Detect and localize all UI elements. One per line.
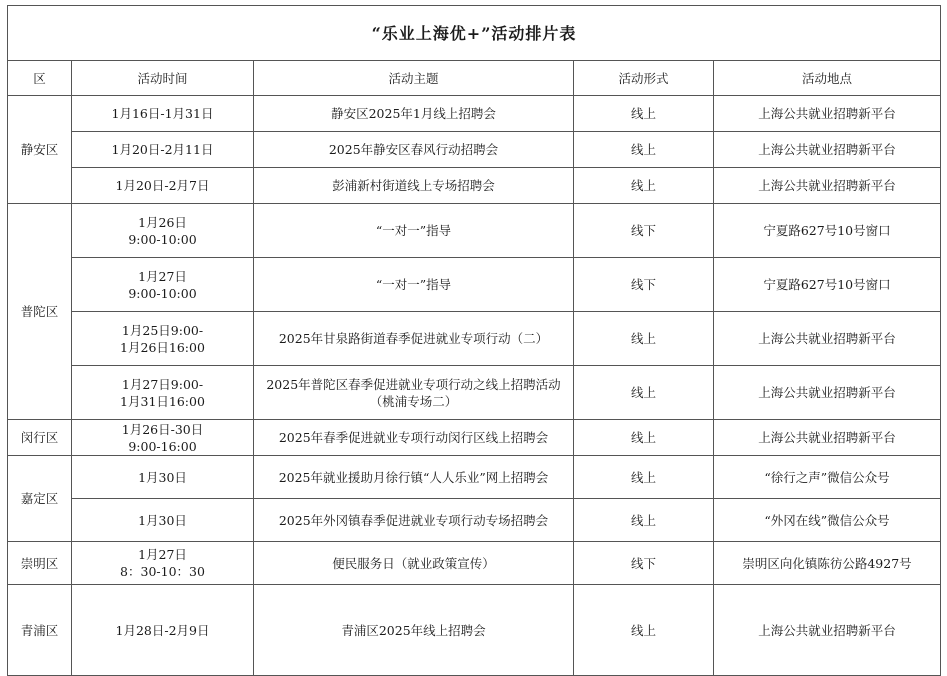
time-cell-line: 1月27日 bbox=[138, 268, 187, 284]
table-row bbox=[8, 366, 941, 420]
format-cell: 线上 bbox=[574, 366, 714, 420]
table-row bbox=[8, 168, 941, 204]
activity-schedule-table bbox=[7, 5, 941, 676]
district-cell: 嘉定区 bbox=[8, 456, 72, 542]
table-row bbox=[8, 312, 941, 366]
location-cell: 宁夏路627号10号窗口 bbox=[714, 258, 941, 312]
location-cell: 上海公共就业招聘新平台 bbox=[714, 96, 941, 132]
table-row bbox=[8, 258, 941, 312]
time-cell-line: 1月26日16:00 bbox=[120, 339, 205, 355]
format-cell: 线下 bbox=[574, 258, 714, 312]
format-cell: 线下 bbox=[574, 542, 714, 585]
theme-cell bbox=[254, 258, 574, 312]
theme-cell bbox=[254, 420, 574, 456]
time-cell-line: 9:00-10:00 bbox=[128, 231, 197, 247]
theme-cell bbox=[254, 132, 574, 168]
theme-cell-line: （桃浦专场二） bbox=[369, 393, 458, 409]
time-cell bbox=[72, 542, 254, 585]
theme-cell bbox=[254, 168, 574, 204]
location-cell: “外冈在线”微信公众号 bbox=[714, 499, 941, 542]
theme-cell-line: 彭浦新村街道线上专场招聘会 bbox=[332, 178, 495, 193]
time-cell bbox=[72, 204, 254, 258]
theme-cell bbox=[254, 456, 574, 499]
header-row bbox=[8, 61, 941, 96]
table-row bbox=[8, 585, 941, 676]
header-theme: 活动主题 bbox=[254, 61, 574, 96]
format-cell: 线上 bbox=[574, 96, 714, 132]
time-cell bbox=[72, 366, 254, 420]
theme-cell-line: 2025年就业援助月徐行镇“人人乐业”网上招聘会 bbox=[278, 469, 549, 485]
format-cell: 线上 bbox=[574, 420, 714, 456]
theme-cell bbox=[254, 585, 574, 676]
location-cell: 上海公共就业招聘新平台 bbox=[714, 366, 941, 420]
schedule-body bbox=[8, 96, 941, 676]
location-cell: 上海公共就业招聘新平台 bbox=[714, 585, 941, 676]
time-cell-line: 1月30日 bbox=[138, 512, 187, 528]
theme-cell bbox=[254, 542, 574, 585]
theme-cell-line: 静安区2025年1月线上招聘会 bbox=[331, 106, 496, 121]
location-cell: 上海公共就业招聘新平台 bbox=[714, 168, 941, 204]
format-cell: 线上 bbox=[574, 585, 714, 676]
format-cell: 线上 bbox=[574, 499, 714, 542]
district-cell: 普陀区 bbox=[8, 204, 72, 420]
theme-cell-line: 2025年甘泉路街道春季促进就业专项行动（二） bbox=[278, 331, 549, 346]
title-row bbox=[8, 6, 941, 61]
district-cell: 崇明区 bbox=[8, 542, 72, 585]
time-cell-line: 1月28日-2月9日 bbox=[115, 622, 210, 638]
time-cell bbox=[72, 168, 254, 204]
theme-cell-line: 便民服务日（就业政策宣传） bbox=[332, 555, 495, 571]
theme-cell-line: 2025年静安区春风行动招聘会 bbox=[328, 142, 499, 157]
table-row bbox=[8, 499, 941, 542]
location-cell: 上海公共就业招聘新平台 bbox=[714, 312, 941, 366]
theme-cell-line: 2025年普陀区春季促进就业专项行动之线上招聘活动 bbox=[266, 376, 561, 392]
time-cell bbox=[72, 499, 254, 542]
time-cell-line: 1月20日-2月11日 bbox=[111, 142, 214, 157]
time-cell bbox=[72, 132, 254, 168]
table-row bbox=[8, 132, 941, 168]
time-cell bbox=[72, 312, 254, 366]
location-cell: “徐行之声”微信公众号 bbox=[714, 456, 941, 499]
header-district: 区 bbox=[8, 61, 72, 96]
table-row bbox=[8, 456, 941, 499]
time-cell-line: 8：30-10：30 bbox=[120, 564, 205, 579]
time-cell-line: 1月26日-30日 bbox=[121, 421, 204, 437]
theme-cell bbox=[254, 312, 574, 366]
time-cell bbox=[72, 456, 254, 499]
location-cell: 上海公共就业招聘新平台 bbox=[714, 132, 941, 168]
time-cell-line: 1月27日 bbox=[138, 547, 187, 562]
location-cell: 宁夏路627号10号窗口 bbox=[714, 204, 941, 258]
format-cell: 线上 bbox=[574, 312, 714, 366]
district-cell: 青浦区 bbox=[8, 585, 72, 676]
format-cell: 线上 bbox=[574, 456, 714, 499]
time-cell-line: 1月27日9:00- bbox=[121, 376, 204, 392]
time-cell-line: 1月26日 bbox=[138, 214, 187, 230]
theme-cell-line: 2025年春季促进就业专项行动闵行区线上招聘会 bbox=[278, 430, 549, 445]
time-cell bbox=[72, 96, 254, 132]
time-cell bbox=[72, 258, 254, 312]
table-row bbox=[8, 204, 941, 258]
format-cell: 线上 bbox=[574, 132, 714, 168]
header-location: 活动地点 bbox=[714, 61, 941, 96]
location-cell: 崇明区向化镇陈彷公路4927号 bbox=[714, 542, 941, 585]
format-cell: 线上 bbox=[574, 168, 714, 204]
table-title: “乐业上海优+”活动排片表 bbox=[8, 6, 941, 61]
time-cell-line: 1月25日9:00- bbox=[121, 322, 204, 338]
location-cell: 上海公共就业招聘新平台 bbox=[714, 420, 941, 456]
theme-cell-line: 青浦区2025年线上招聘会 bbox=[341, 622, 486, 638]
theme-cell-line: 2025年外冈镇春季促进就业专项行动专场招聘会 bbox=[278, 512, 549, 528]
header-format: 活动形式 bbox=[574, 61, 714, 96]
time-cell-line: 1月20日-2月7日 bbox=[115, 178, 210, 193]
time-cell-line: 1月30日 bbox=[138, 469, 187, 485]
time-cell-line: 1月16日-1月31日 bbox=[111, 106, 214, 121]
table-row bbox=[8, 542, 941, 585]
district-cell: 静安区 bbox=[8, 96, 72, 204]
theme-cell-line: “一对一”指导 bbox=[375, 223, 452, 238]
table-row bbox=[8, 96, 941, 132]
theme-cell bbox=[254, 96, 574, 132]
time-cell-line: 9:00-10:00 bbox=[128, 285, 197, 301]
header-time: 活动时间 bbox=[72, 61, 254, 96]
district-cell: 闵行区 bbox=[8, 420, 72, 456]
theme-cell bbox=[254, 366, 574, 420]
theme-cell bbox=[254, 204, 574, 258]
table-row bbox=[8, 420, 941, 456]
theme-cell-line: “一对一”指导 bbox=[375, 277, 452, 292]
time-cell bbox=[72, 420, 254, 456]
theme-cell bbox=[254, 499, 574, 542]
time-cell bbox=[72, 585, 254, 676]
format-cell: 线下 bbox=[574, 204, 714, 258]
time-cell-line: 9:00-16:00 bbox=[128, 438, 197, 454]
time-cell-line: 1月31日16:00 bbox=[120, 393, 205, 409]
